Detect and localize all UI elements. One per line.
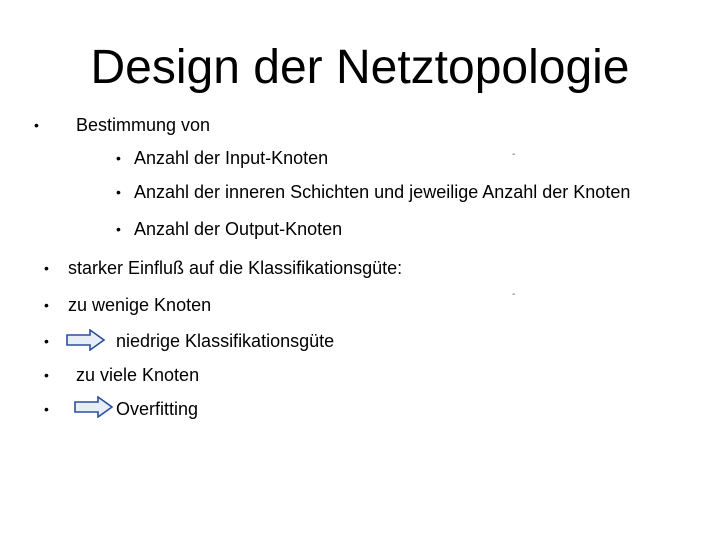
right-arrow-icon — [74, 396, 114, 418]
bullet-marker: • — [44, 260, 49, 276]
bullet-viele-knoten: zu viele Knoten — [76, 365, 200, 385]
bullet-marker: • — [44, 297, 49, 313]
bullet-marker: • — [44, 333, 49, 349]
bullet-marker: • — [44, 367, 49, 383]
sub-bullet-output-knoten: Anzahl der Output-Knoten — [134, 219, 343, 239]
sub-bullet-marker: • — [116, 184, 121, 200]
bullet-marker: • — [34, 117, 39, 133]
sub-bullet-input-knoten: Anzahl der Input-Knoten — [134, 148, 329, 168]
bullet-niedrige-klassifikationsguete: niedrige Klassifikationsgüte — [116, 331, 335, 351]
dash-marker: - — [512, 149, 516, 160]
sub-bullet-innere-schichten: Anzahl der inneren Schichten und jeweilige Anzahl der Knoten — [134, 182, 631, 202]
right-arrow-icon — [66, 329, 106, 351]
bullet-wenige-knoten: zu wenige Knoten — [68, 295, 212, 315]
bullet-bestimmung: Bestimmung von — [76, 115, 211, 135]
slide-title: Design der Netztopologie — [90, 41, 630, 94]
dash-marker: - — [512, 289, 516, 300]
bullet-overfitting: Overfitting — [116, 399, 199, 419]
sub-bullet-marker: • — [116, 150, 121, 166]
bullet-einfluss: starker Einfluß auf die Klassifikationsgüte: — [68, 258, 403, 278]
bullet-marker: • — [44, 401, 49, 417]
sub-bullet-marker: • — [116, 221, 121, 237]
